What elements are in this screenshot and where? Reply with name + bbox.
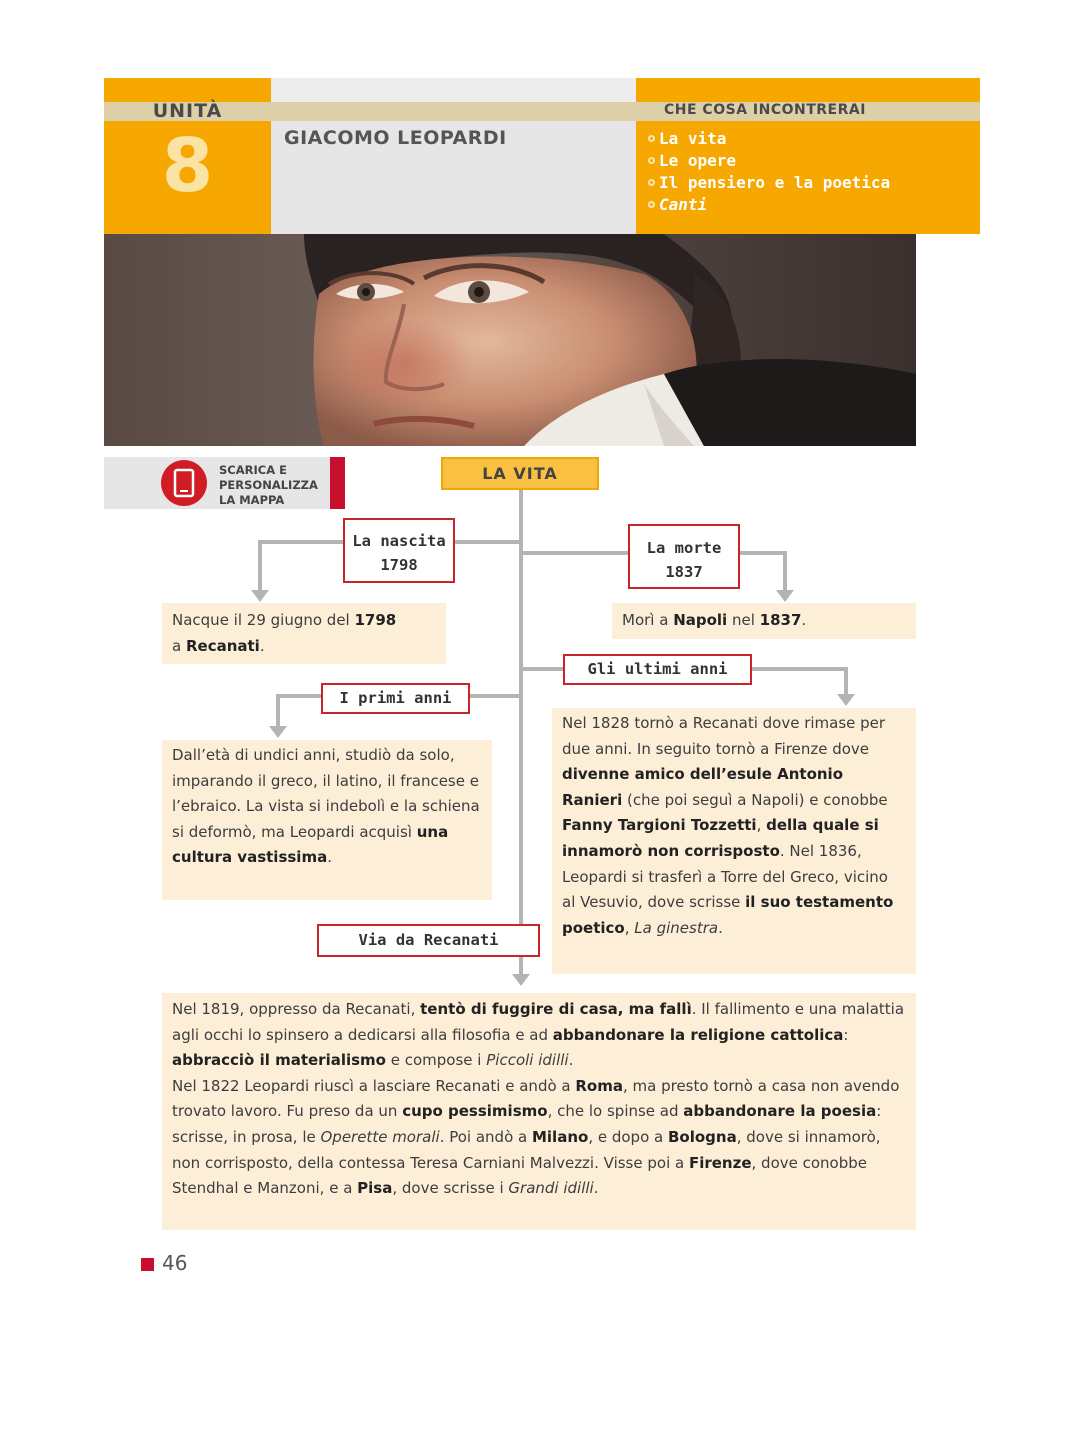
toc-item[interactable]: Il pensiero e la poetica (648, 172, 890, 194)
toc-heading: CHE COSA INCONTRERAI (664, 102, 866, 118)
toc-item[interactable]: La vita (648, 128, 890, 150)
node-year: 1837 (665, 563, 703, 581)
box-nascita: Nacque il 29 giugno del 1798 a Recanati. (162, 603, 446, 664)
node-year: 1798 (380, 556, 418, 574)
toc-item[interactable]: Le opere (648, 150, 890, 172)
download-line: SCARICA E (219, 463, 287, 477)
node-la-morte[interactable] (628, 524, 740, 589)
box-ultimi-anni: Nel 1828 tornò a Recanati dove rimase per due anni. In seguito tornò a Firenze dove divenne amico dell’esule Antonio Ranieri (che poi seguì a Napoli) e conobbe Fanny Targioni Tozzetti, della quale si innamorò non corrisposto. Nel 1836, Leopardi si trasferì a Torre del Greco, vicino al Vesuvio, dove scrisse il suo testamento poetico, La ginestra. (552, 708, 916, 974)
node-la-nascita[interactable] (343, 518, 455, 583)
page-number: 46 (162, 1251, 188, 1275)
box-morte: Morì a Napoli nel 1837. (612, 603, 916, 639)
box-via-da-recanati: Nel 1819, oppresso da Recanati, tentò di fuggire di casa, ma fallì. Il fallimento e una malattia agli occhi lo spinsero a dedicarsi alla filosofia e ad abbandonare la religione cattolica: abbracciò il materialismo e compose i Piccoli idilli. Nel 1822 Leopardi riuscì a lasciare Recanati e andò a Roma, ma presto tornò a casa non avendo trovato lavoro. Fu preso da un cupo pessimismo, che lo spinse ad abbandonare la poesia: scrisse, in prosa, le Operette morali. Poi andò a Milano, e dopo a Bologna, dove si innamorò, non corrisposto, della contessa Teresa Carniani Malvezzi. Visse poi a Firenze, dove conobbe Stendhal e Manzoni, e a Pisa, dove scrisse i Grandi idilli. (162, 993, 916, 1230)
node-via-da-recanati[interactable]: Via da Recanati (317, 924, 540, 957)
node-i-primi-anni[interactable]: I primi anni (321, 683, 470, 714)
page-number-marker (141, 1258, 154, 1271)
toc-item[interactable]: Canti (648, 194, 890, 216)
map-hub-la-vita[interactable]: LA VITA (441, 457, 599, 490)
node-label: La morte (646, 539, 722, 557)
unit-label: UNITÀ (152, 100, 223, 122)
download-line: PERSONALIZZA (219, 478, 318, 492)
node-label: La nascita (352, 532, 446, 550)
box-primi-anni: Dall’età di undici anni, studiò da solo, imparando il greco, il latino, il francese e l’ebraico. La vista si indebolì e la schiena si deformò, ma Leopardi acquisì una cultura vastissima. (162, 740, 492, 900)
unit-number: 8 (161, 123, 214, 209)
node-gli-ultimi-anni[interactable]: Gli ultimi anni (563, 654, 752, 685)
unit-title: GIACOMO LEOPARDI (284, 127, 507, 149)
download-line: LA MAPPA (219, 493, 285, 507)
